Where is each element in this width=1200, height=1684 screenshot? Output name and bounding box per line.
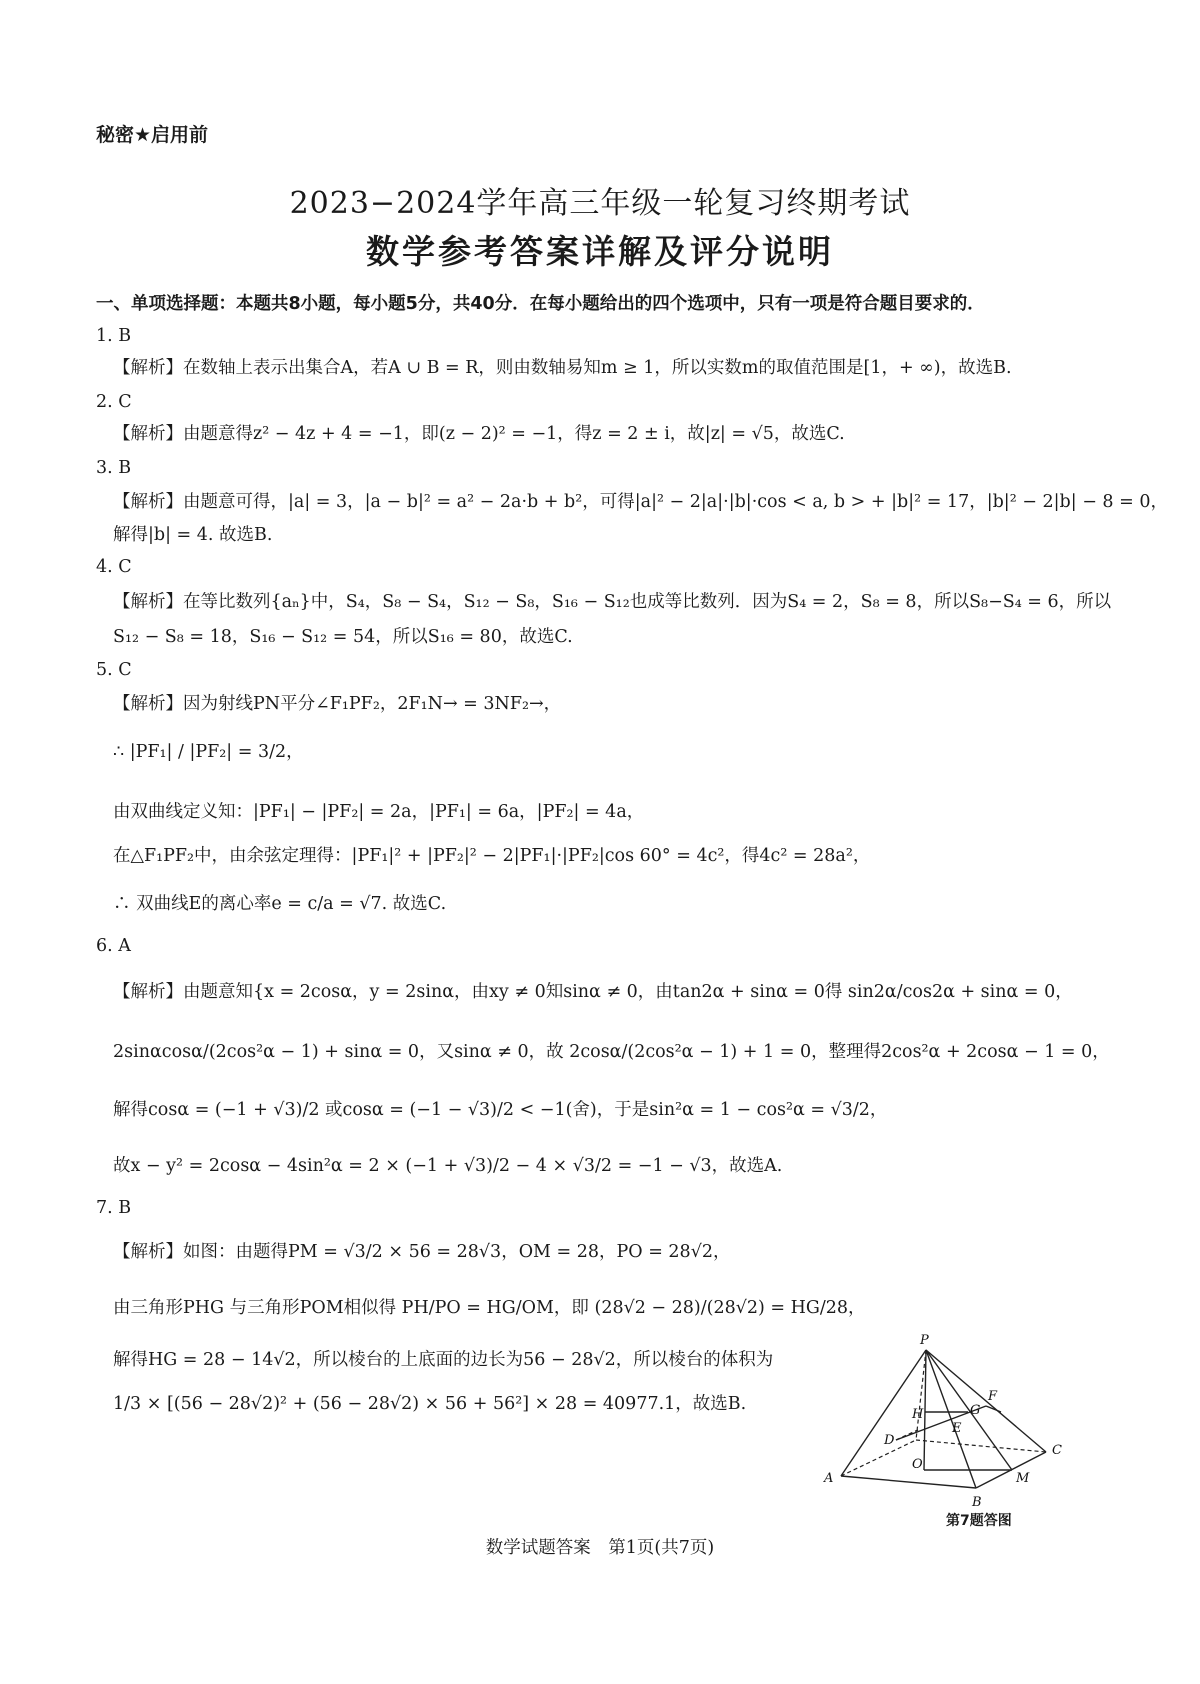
answer-line: 【解析】在数轴上表示出集合A，若A ∪ B = R，则由数轴易知m ≥ 1，所以实数m的取值范围是[1，+ ∞)，故选B. — [113, 358, 1012, 378]
question-number: 7. B — [96, 1198, 132, 1218]
answer-line: 解得cosα = (−1 + √3)/2 或cosα = (−1 − √3)/2 < −1(舍)，于是sin²α = 1 − cos²α = √3/2， — [113, 1100, 888, 1120]
answer-line: 1/3 × [(56 − 28√2)² + (56 − 28√2) × 56 + 56²] × 28 = 40977.1，故选B. — [113, 1394, 747, 1414]
label-c: C — [1052, 1443, 1062, 1458]
secret-label: 秘密★启用前 — [96, 124, 209, 146]
question-number: 4. C — [96, 557, 132, 577]
height-po — [924, 1350, 926, 1470]
label-h: H — [912, 1407, 924, 1422]
answer-line: 【解析】因为射线PN平分∠F₁PF₂，2F₁N→ = 3NF₂→， — [113, 694, 562, 714]
answer-line: ∴ 双曲线E的离心率e = c/a = √7. 故选C. — [113, 894, 447, 914]
answer-line: ∴ |PF₁| / |PF₂| = 3/2， — [113, 742, 304, 762]
label-d: D — [884, 1433, 895, 1448]
answer-line: 2sinαcosα/(2cos²α − 1) + sinα = 0，又sinα ≠ 0，故 2cosα/(2cos²α − 1) + 1 = 0，整理得2cos²α + 2cosα − 1 = 0， — [113, 1042, 1110, 1062]
answer-line: 故x − y² = 2cosα − 4sin²α = 2 × (−1 + √3)/2 − 4 × √3/2 = −1 − √3，故选A. — [113, 1156, 783, 1176]
question-number: 2. C — [96, 392, 132, 412]
exam-title: 2023−2024学年高三年级一轮复习终期考试 — [289, 186, 911, 221]
label-m: M — [1016, 1471, 1030, 1486]
answer-line: 【解析】由题意知{x = 2cosα，y = 2sinα，由xy ≠ 0知sinα ≠ 0，由tan2α + sinα = 0得 sin2α/cos2α + sinα = 0， — [113, 982, 1073, 1002]
hidden-ad — [841, 1440, 916, 1476]
question-number: 3. B — [96, 458, 132, 478]
answer-line: 【解析】如图：由题得PM = √3/2 × 56 = 28√3，OM = 28，PO = 28√2， — [113, 1242, 731, 1262]
hidden-dc — [916, 1440, 1046, 1452]
edge-ab — [841, 1476, 976, 1488]
page-footer: 数学试题答案 第1页(共7页) — [485, 1538, 715, 1558]
answer-line: 由双曲线定义知：|PF₁| − |PF₂| = 2a，|PF₁| = 6a，|PF₂| = 4a， — [113, 802, 645, 822]
hidden-edge — [896, 1430, 918, 1440]
label-e: E — [952, 1421, 962, 1436]
answer-line: 【解析】由题意可得，|a| = 3，|a − b|² = a² − 2a·b + b²，可得|a|² − 2|a|·|b|·cos < a, b > + |b|² = 17，|b|² − 2|b| − 8 = 0， — [113, 492, 1168, 512]
pyramid-figure — [824, 1330, 1136, 1530]
answer-line: 解得|b| = 4. 故选B. — [113, 525, 273, 545]
answer-title: 数学参考答案详解及评分说明 — [366, 232, 834, 271]
label-b: B — [972, 1495, 982, 1510]
label-a: A — [824, 1471, 834, 1486]
answer-line: 由三角形PHG 与三角形POM相似得 PH/PO = HG/OM，即 (28√2 − 28)/(28√2) = HG/28， — [113, 1298, 866, 1318]
question-number: 6. A — [96, 936, 131, 956]
question-number: 5. C — [96, 660, 132, 680]
answer-line: S₁₂ − S₈ = 18，S₁₆ − S₁₂ = 54，所以S₁₆ = 80，故选C. — [113, 627, 573, 647]
answer-line: 【解析】由题意得z² − 4z + 4 = −1，即(z − 2)² = −1，得z = 2 ± i，故|z| = √5，故选C. — [113, 424, 845, 444]
answer-line: 【解析】在等比数列{aₙ}中，S₄，S₈ − S₄，S₁₂ − S₈，S₁₆ − S₁₂也成等比数列．因为S₄ = 2，S₈ = 8，所以S₈−S₄ = 6，所以 — [113, 592, 1112, 612]
label-f: F — [988, 1389, 998, 1404]
label-g: G — [970, 1403, 981, 1418]
label-p: P — [920, 1333, 929, 1348]
question-number: 1. B — [96, 326, 132, 346]
answer-line: 在△F₁PF₂中，由余弦定理得：|PF₁|² + |PF₂|² − 2|PF₁|·|PF₂|cos 60° = 4c²，得4c² = 28a²， — [113, 846, 871, 866]
slant-pm — [926, 1350, 1012, 1470]
figure-caption: 第7题答图 — [946, 1513, 1012, 1529]
section-heading: 一、单项选择题：本题共8小题，每小题5分，共40分．在每小题给出的四个选项中，只有一项是符合题目要求的． — [96, 294, 985, 314]
label-o: O — [912, 1457, 923, 1472]
answer-line: 解得HG = 28 − 14√2，所以棱台的上底面的边长为56 − 28√2，所以棱台的体积为 — [113, 1350, 774, 1370]
